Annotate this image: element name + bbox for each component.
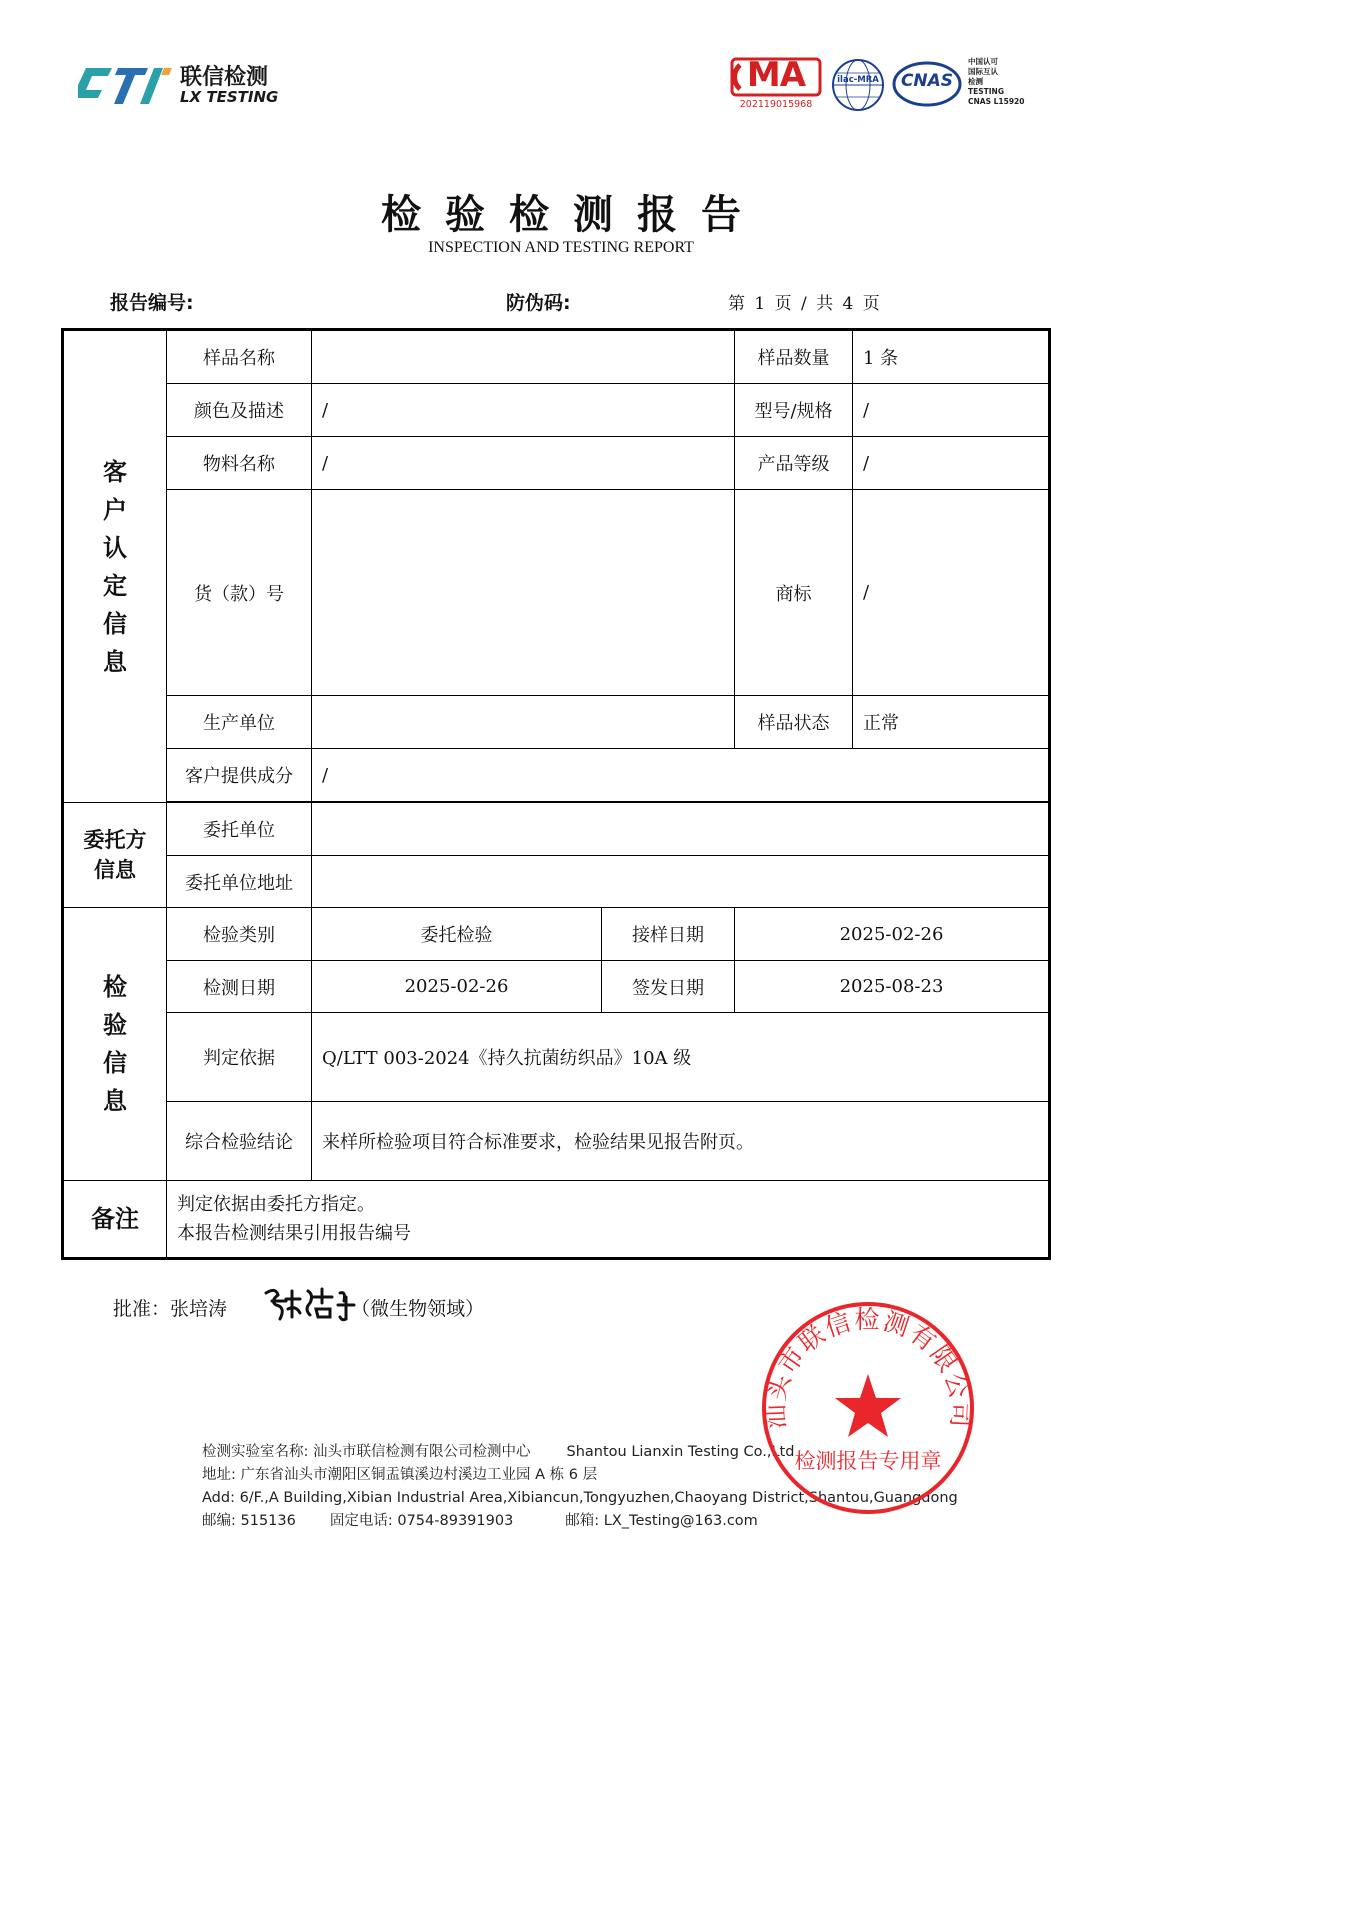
grade-value: / xyxy=(853,437,1050,490)
material-value: / xyxy=(312,437,735,490)
inspection-type-value: 委托检验 xyxy=(312,908,602,961)
basis-value: Q/LTT 003-2024《持久抗菌纺织品》10A 级 xyxy=(312,1013,1050,1102)
client-unit-label: 委托单位 xyxy=(167,803,312,856)
model-value: / xyxy=(853,384,1050,437)
section-remarks: 备注 xyxy=(63,1181,167,1259)
ilac-label: ilac-MRA xyxy=(837,75,879,85)
sample-state-value: 正常 xyxy=(853,696,1050,749)
manufacturer-label: 生产单位 xyxy=(167,696,312,749)
lx-logo-mark-icon xyxy=(78,62,174,104)
received-date-label: 接样日期 xyxy=(602,908,735,961)
brand-value: / xyxy=(853,490,1050,696)
postcode: 邮编: 515136 xyxy=(202,1513,296,1529)
ilac-globe-icon xyxy=(830,57,886,113)
basis-label: 判定依据 xyxy=(167,1013,312,1102)
issue-date-label: 签发日期 xyxy=(602,961,735,1013)
address-en: Add: 6/F.,A Building,Xibian Industrial Area,Xibiancun,Tongyuzhen,Chaoyang District,Shantou,Guangdong xyxy=(202,1490,958,1506)
cnas-label: CNAS xyxy=(900,71,954,91)
inspection-type-label: 检验类别 xyxy=(167,908,312,961)
material-label: 物料名称 xyxy=(167,437,312,490)
composition-value: / xyxy=(312,749,1050,802)
cma-number: 202119015968 xyxy=(739,99,813,110)
lab-name-en: Shantou Lianxin Testing Co.,Ltd xyxy=(566,1444,795,1460)
style-no-label: 货（款）号 xyxy=(167,490,312,696)
report-table xyxy=(61,328,1051,1260)
phone: 固定电话: 0754-89391903 xyxy=(329,1513,514,1529)
email: 邮箱: LX_Testing@163.com xyxy=(565,1513,758,1529)
sample-state-label: 样品状态 xyxy=(735,696,853,749)
color-value: / xyxy=(312,384,735,437)
remarks-line-1: 判定依据由委托方指定。 xyxy=(177,1194,375,1215)
remarks-content xyxy=(167,1181,1050,1259)
report-subtitle: INSPECTION AND TESTING REPORT xyxy=(428,239,694,256)
report-title: 检验检测报告 xyxy=(381,191,765,238)
section-customer: 客 户 认 定 信 息 xyxy=(63,330,167,803)
logo-en: LX TESTING xyxy=(180,88,279,106)
grade-label: 产品等级 xyxy=(735,437,853,490)
client-address-label: 委托单位地址 xyxy=(167,856,312,908)
test-date-label: 检测日期 xyxy=(167,961,312,1013)
conclusion-label: 综合检验结论 xyxy=(167,1102,312,1181)
approval-domain: （微生物领域） xyxy=(351,1298,485,1320)
section-client: 委托方信息 xyxy=(63,803,167,908)
received-date-value: 2025-02-26 xyxy=(735,908,1050,961)
remarks-line-2: 本报告检测结果引用报告编号 xyxy=(177,1223,411,1244)
company-logo xyxy=(78,58,298,110)
cma-mark xyxy=(730,55,822,119)
handwritten-signature-icon xyxy=(262,1283,362,1323)
lab-name-cn: 汕头市联信检测有限公司检测中心 xyxy=(313,1444,531,1460)
composition-label: 客户提供成分 xyxy=(167,749,312,802)
style-no-value xyxy=(312,490,735,696)
page-info: 第 1 页 / 共 4 页 xyxy=(728,294,882,314)
seal-inner-text: 检测报告专用章 xyxy=(794,1449,942,1473)
certification-marks xyxy=(730,55,1040,119)
report-number-label: 报告编号: xyxy=(110,292,194,314)
cnas-info: 中国认可 国际互认 检测 TESTING CNAS L15920 xyxy=(968,57,1025,106)
section-inspection: 检 验 信 息 xyxy=(63,908,167,1181)
sample-name-label: 样品名称 xyxy=(167,330,312,384)
model-label: 型号/规格 xyxy=(735,384,853,437)
sample-qty-value: 1 条 xyxy=(853,330,1050,384)
lab-name-label: 检测实验室名称: xyxy=(202,1444,309,1460)
test-date-value: 2025-02-26 xyxy=(312,961,602,1013)
client-unit-value xyxy=(312,803,1050,856)
seal-outer-text: 汕头市联信检测有限公司 xyxy=(760,1305,976,1430)
cma-label: MA xyxy=(746,55,806,95)
official-seal-icon xyxy=(758,1298,978,1518)
sample-name-value xyxy=(312,330,735,384)
brand-label: 商标 xyxy=(735,490,853,696)
conclusion-value: 来样所检验项目符合标准要求，检验结果见报告附页。 xyxy=(312,1102,1050,1181)
sample-qty-label: 样品数量 xyxy=(735,330,853,384)
anti-fake-code-label: 防伪码: xyxy=(506,292,571,314)
client-address-value xyxy=(312,856,1050,908)
color-label: 颜色及描述 xyxy=(167,384,312,437)
manufacturer-value xyxy=(312,696,735,749)
address-cn: 地址: 广东省汕头市潮阳区铜盂镇溪边村溪边工业园 A 栋 6 层 xyxy=(202,1467,598,1483)
approval-label: 批准：张培涛 xyxy=(113,1298,228,1320)
logo-cn: 联信检测 xyxy=(180,65,269,90)
issue-date-value: 2025-08-23 xyxy=(735,961,1050,1013)
